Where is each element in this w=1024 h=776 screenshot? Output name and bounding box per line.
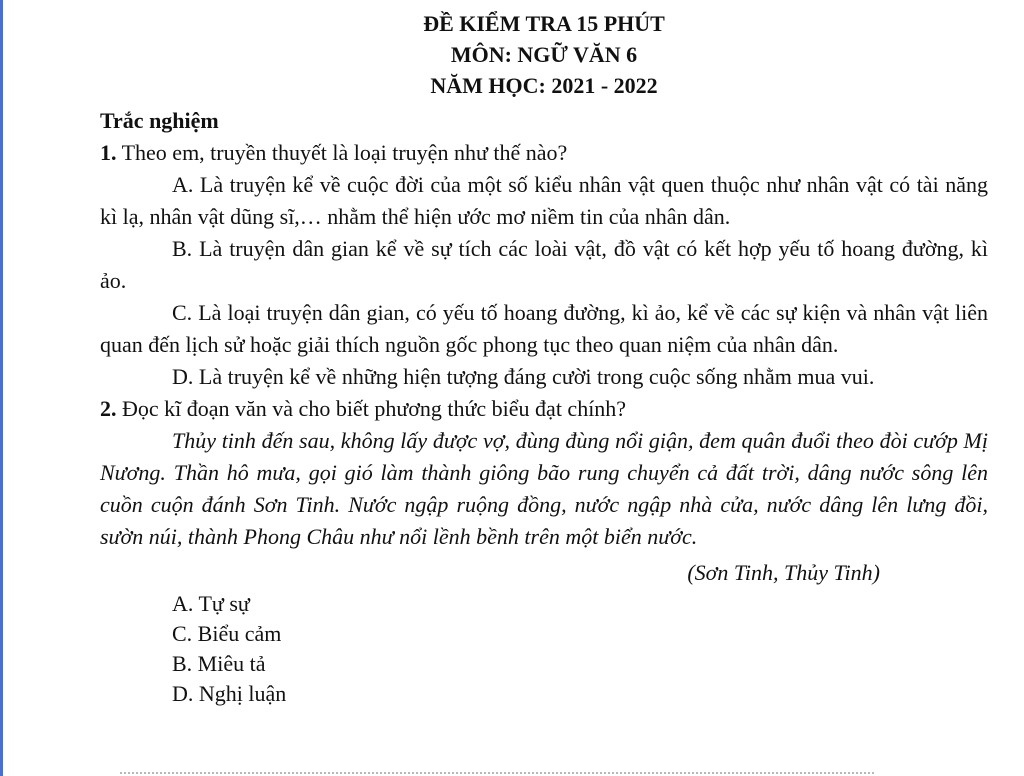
question-1-option-d: D. Là truyện kể về những hiện tượng đáng cười trong cuộc sống nhằm mua vui. <box>172 364 875 389</box>
question-1-number: 1. <box>100 140 117 165</box>
question-1-option-a: A. Là truyện kể về cuộc đời của một số kiểu nhân vật quen thuộc như nhân vật có tài năng kì lạ, nhân vật dũng sĩ,… nhằm thể hiện ước mơ niềm tin của nhân dân. <box>100 172 988 229</box>
question-2-option-a: A. Tự sự <box>172 591 250 616</box>
section-title: Trắc nghiệm <box>100 108 219 133</box>
exam-page <box>100 8 988 709</box>
question-2-option-c: C. Biểu cảm <box>172 621 282 646</box>
question-1-option-b: B. Là truyện dân gian kể về sự tích các loài vật, đồ vật có kết hợp yếu tố hoang đường, kì ảo. <box>100 236 988 293</box>
question-1-option-c: C. Là loại truyện dân gian, có yếu tố hoang đường, kì ảo, kể về các sự kiện và nhân vật liên quan đến lịch sử hoặc giải thích nguồn gốc phong tục theo quan niệm của nhân dân. <box>100 300 988 357</box>
question-1 <box>100 137 988 169</box>
question-2-option-d: D. Nghị luận <box>172 681 287 706</box>
exam-year: NĂM HỌC: 2021 - 2022 <box>430 73 658 98</box>
left-page-border <box>0 0 3 776</box>
passage-source: (Sơn Tinh, Thủy Tinh) <box>687 560 880 585</box>
question-2-passage: Thủy tinh đến sau, không lấy được vợ, đùng đùng nổi giận, đem quân đuổi theo đòi cướp Mị Nương. Thần hô mưa, gọi gió làm thành giông bão rung chuyển cả đất trời, dâng nước sông lên cuồn cuộn đánh Sơn Tinh. Nước ngập ruộng đồng, nước ngập nhà cửa, nước dâng lên lưng đồi, sườn núi, thành Phong Châu như nổi lềnh bềnh trên một biển nước. <box>100 428 988 549</box>
question-2-option-b: B. Miêu tả <box>172 651 266 676</box>
question-1-text: Theo em, truyền thuyết là loại truyện như thế nào? <box>116 140 568 165</box>
question-2-number: 2. <box>100 396 117 421</box>
question-2 <box>100 393 988 425</box>
question-2-text: Đọc kĩ đoạn văn và cho biết phương thức biểu đạt chính? <box>116 396 627 421</box>
exam-title: ĐỀ KIỂM TRA 15 PHÚT <box>423 11 665 36</box>
bottom-dotted-rule <box>120 772 874 776</box>
exam-subject: MÔN: NGỮ VĂN 6 <box>450 42 638 67</box>
